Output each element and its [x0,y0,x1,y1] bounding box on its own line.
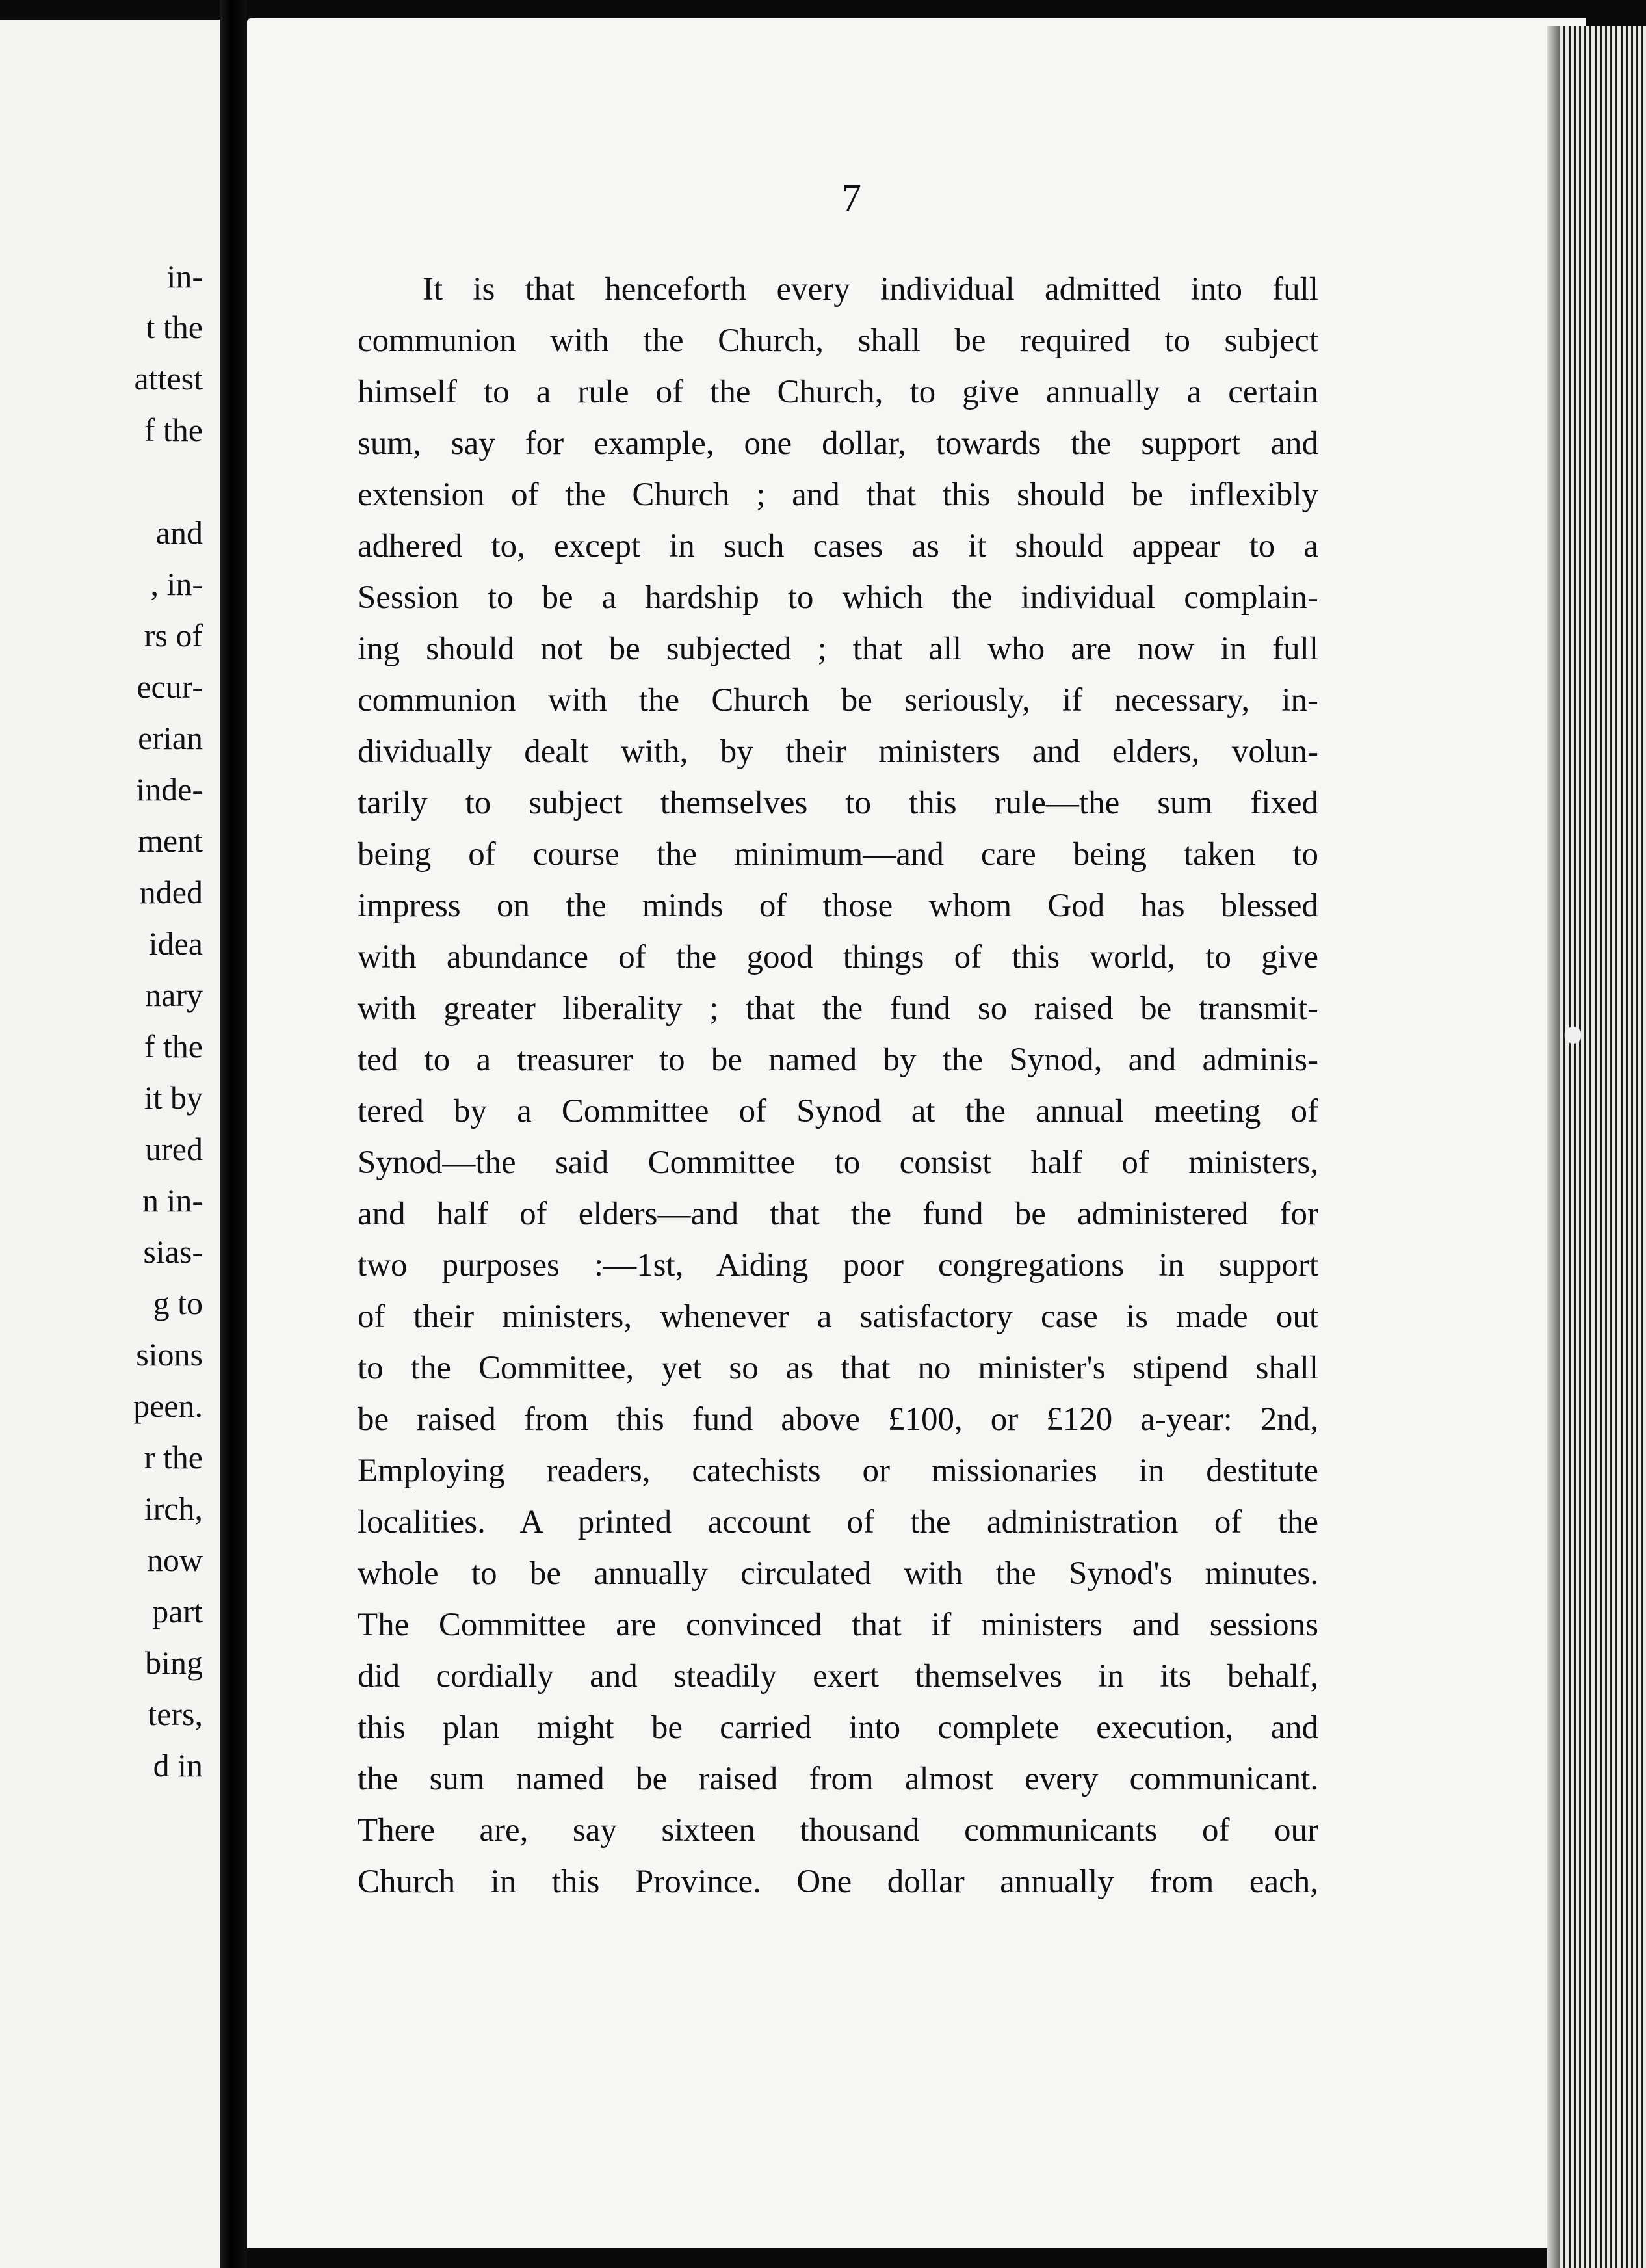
page-edge-stack [1560,26,1646,2268]
left-page-line: idea [148,925,203,962]
left-page-line: r the [144,1439,203,1475]
left-page-line: inde- [136,771,203,808]
left-page-line: peen. [133,1388,203,1424]
left-page-line: ecur- [137,668,203,705]
text-line: ted to a treasurer to be named by the Synod, and adminis- [358,1042,1318,1078]
text-line: It is that henceforth every individual admitted into full [423,271,1318,308]
text-line: communion with the Church be seriously, if necessary, in- [358,682,1318,719]
left-page-line: nded [139,874,203,910]
previous-page-fragment [0,20,222,2268]
text-line: Session to be a hardship to which the individual complain- [358,579,1318,616]
left-page-line: f the [144,412,203,448]
left-page-line: ured [145,1131,203,1167]
left-page-line: attest [134,360,203,397]
text-line: with abundance of the good things of this world, to give [358,939,1318,975]
text-line: Church in this Province. One dollar annually from each, [358,1864,1318,1900]
text-line: Synod—the said Committee to consist half of ministers, [358,1144,1318,1181]
left-page-line: d in [153,1747,203,1784]
left-page-line: g to [153,1285,203,1321]
left-page-line: n in- [142,1182,203,1219]
left-page-line: rs of [144,617,203,653]
text-line: Employing readers, catechists or missionaries in destitute [358,1453,1318,1489]
text-line: adhered to, except in such cases as it should appear to a [358,528,1318,564]
text-line: this plan might be carried into complete execution, and [358,1709,1318,1746]
book-gutter [220,0,247,2268]
text-line: being of course the minimum—and care being taken to [358,836,1318,873]
text-line: dividually dealt with, by their ministers and elders, volun- [358,733,1318,770]
scan-artifact [1560,1014,1586,1066]
left-page-line: it by [144,1079,203,1116]
page-number: 7 [842,176,861,219]
text-line: did cordially and steadily exert themselves in its behalf, [358,1658,1318,1694]
left-page-line: ment [138,823,203,859]
text-line: whole to be annually circulated with the Synod's minutes. [358,1555,1318,1592]
text-line: himself to a rule of the Church, to give annually a certain [358,374,1318,410]
left-page-line: in- [166,258,203,295]
left-page-line: , in- [150,566,203,602]
text-line: be raised from this fund above £100, or £120 a-year: 2nd, [358,1401,1318,1438]
text-line: The Committee are convinced that if ministers and sessions [358,1607,1318,1643]
text-line: impress on the minds of those whom God has blessed [358,888,1318,924]
left-page-line: nary [145,977,203,1013]
text-line: the sum named be raised from almost every communicant. [358,1761,1318,1797]
text-line: tarily to subject themselves to this rule—the sum fixed [358,785,1318,821]
text-line: and half of elders—and that the fund be administered for [358,1196,1318,1232]
left-page-line: erian [138,720,203,756]
left-page-line: now [146,1542,203,1578]
text-line: sum, say for example, one dollar, towards the support and [358,425,1318,462]
text-line: localities. A printed account of the administration of the [358,1504,1318,1540]
text-line: two purposes :—1st, Aiding poor congregations in support [358,1247,1318,1284]
text-line: communion with the Church, shall be required to subject [358,323,1318,359]
text-line: tered by a Committee of Synod at the annual meeting of [358,1093,1318,1129]
left-page-line: f the [144,1028,203,1064]
text-line: There are, say sixteen thousand communicants of our [358,1812,1318,1849]
text-line: extension of the Church ; and that this should be inflexibly [358,477,1318,513]
left-page-line: t the [146,309,203,345]
left-page-line: ters, [148,1696,203,1732]
left-page-line: sions [136,1336,203,1373]
text-line: to the Committee, yet so as that no minister's stipend shall [358,1350,1318,1386]
left-page-line: and [155,514,203,551]
left-page-line: irch, [144,1490,203,1527]
text-line: with greater liberality ; that the fund so raised be transmit- [358,990,1318,1027]
left-page-line: part [152,1593,203,1629]
left-page-line: sias- [143,1233,203,1270]
text-line: of their ministers, whenever a satisfactory case is made out [358,1299,1318,1335]
left-page-line: bing [145,1644,203,1681]
text-line: ing should not be subjected ; that all who are now in full [358,631,1318,667]
